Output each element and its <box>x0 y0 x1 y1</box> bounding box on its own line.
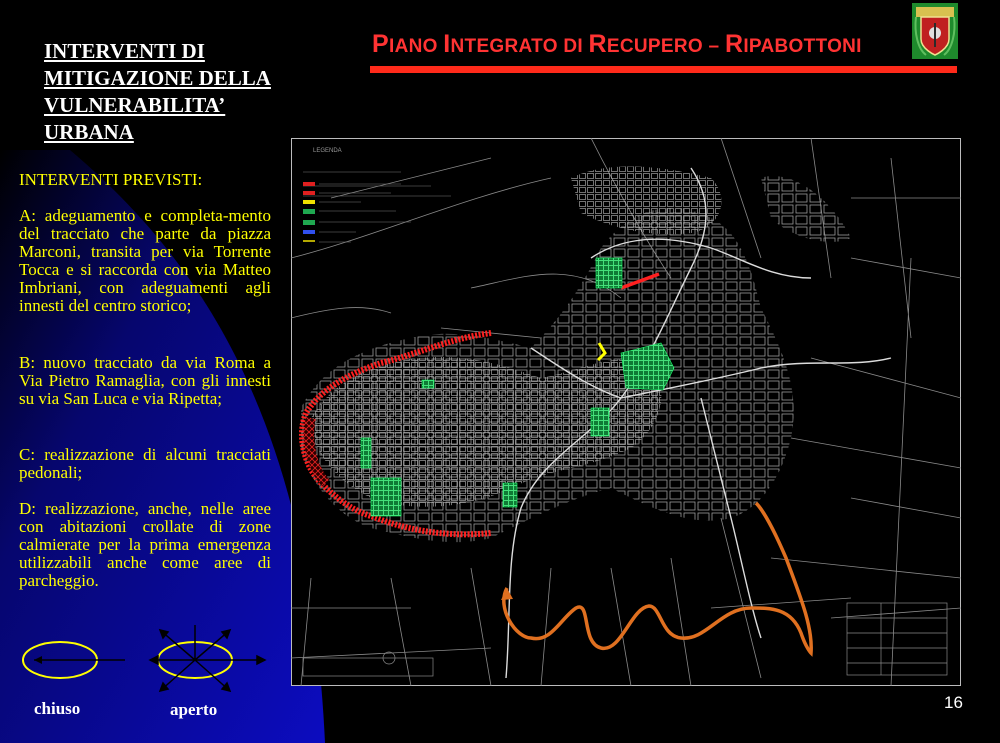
legend-title: LEGENDA <box>313 148 342 154</box>
slide-title: PIANO INTEGRATO DI RECUPERO – RIPABOTTONI <box>372 30 862 58</box>
intervention-a: A: adeguamento e completa-mento del tracciato che parte da piazza Marconi, transita per via Torrente Tocca e si raccorda con via Matteo Imbriani, con adeguamenti agli innesti del centro storico; <box>19 206 271 315</box>
section-heading: INTERVENTI DI MITIGAZIONE DELLA VULNERABILITA’ URBANA <box>44 39 271 144</box>
interventions-subheading: INTERVENTI PREVISTI: <box>19 170 203 189</box>
closed-system-icon <box>23 642 125 678</box>
open-system-icon <box>150 625 265 691</box>
open-label: aperto <box>170 700 218 719</box>
closed-label: chiuso <box>34 699 81 718</box>
intervention-b: B: nuovo tracciato da via Roma a Via Pietro Ramaglia, con gli innesti su via San Luca e via Ripetta; <box>19 353 271 408</box>
town-plan-map <box>291 138 961 686</box>
page-number: 16 <box>944 693 963 712</box>
municipal-crest-icon <box>912 3 958 59</box>
title-underline-bar <box>370 66 957 73</box>
urban-system-diagram <box>20 625 270 700</box>
intervention-d: D: realizzazione, anche, nelle aree con abitazioni crollate di zone calmierate per la prima emergenza utilizzabili anche come aree di parcheggio. <box>19 499 271 590</box>
intervention-c: C: realizzazione di alcuni tracciati pedonali; <box>19 445 271 482</box>
